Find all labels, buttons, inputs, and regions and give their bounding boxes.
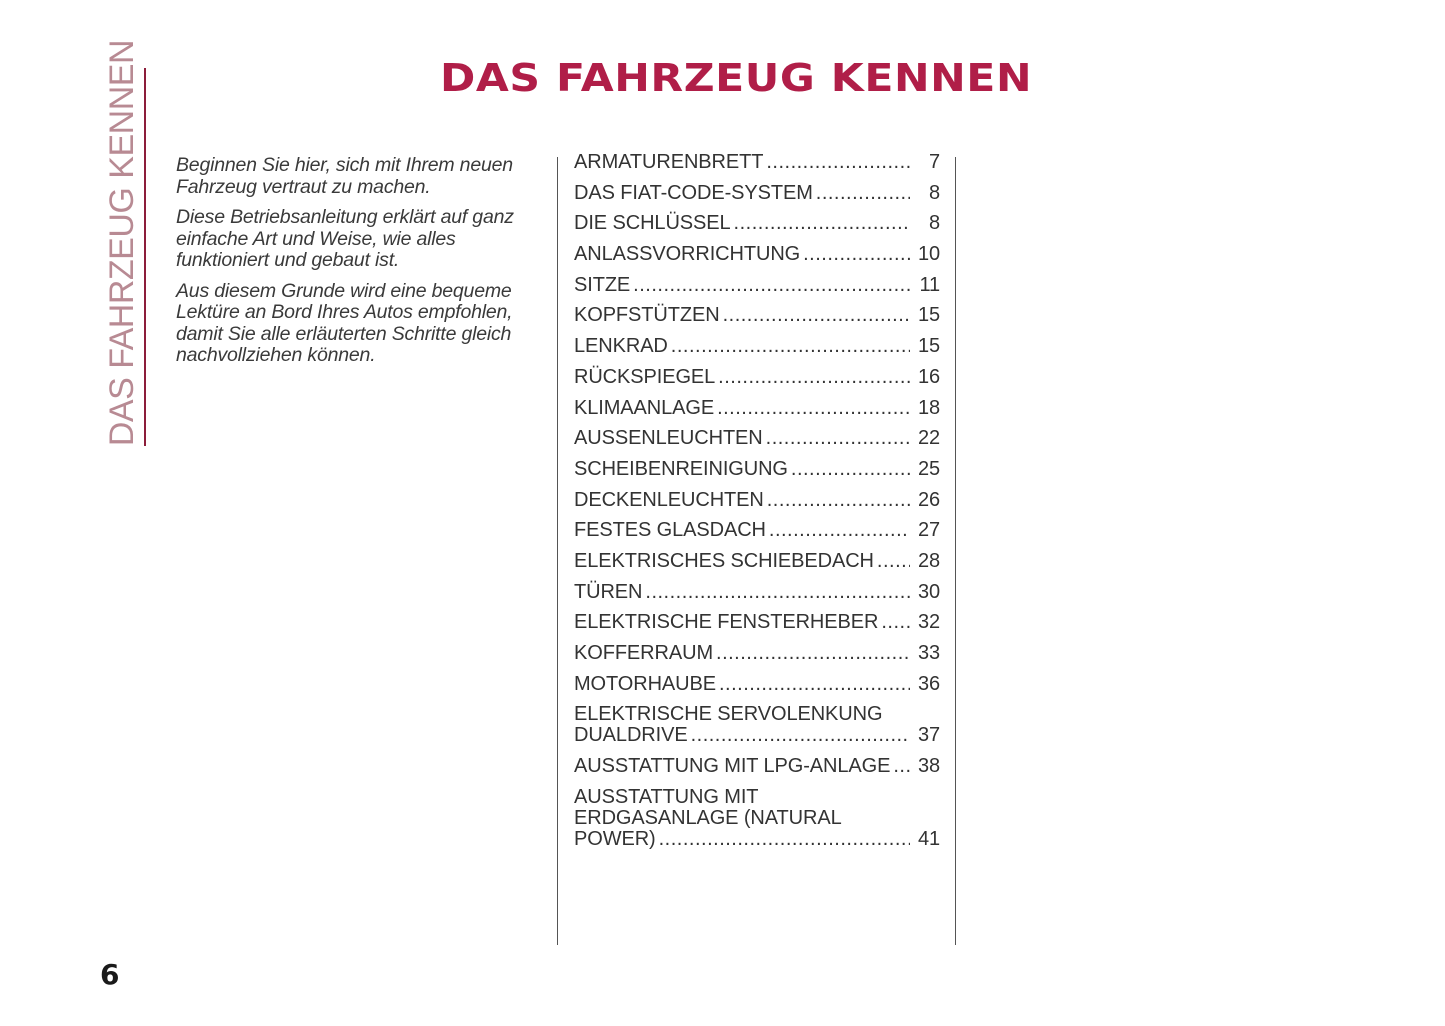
side-title-text: DAS FAHRZEUG KENNEN (103, 39, 141, 446)
side-rule (144, 68, 146, 446)
toc-leader-dots (769, 520, 910, 541)
intro-paragraph: Beginnen Sie hier, sich mit Ihrem neuen Fahrzeug vertraut zu machen. (176, 154, 513, 198)
toc-entry[interactable] (574, 305, 940, 326)
toc-leader-dots (734, 213, 910, 234)
toc-leader-dots (893, 756, 910, 777)
toc-entry[interactable] (574, 704, 940, 746)
toc-leader-dots (691, 725, 910, 746)
toc-page-number: 28 (917, 549, 940, 572)
toc-leader-dots (877, 551, 910, 572)
toc-entry-title-line: ERDGASANLAGE (NATURAL (574, 806, 842, 829)
toc-entry[interactable] (574, 367, 940, 388)
toc-leader-dots (645, 582, 910, 603)
toc-leader-dots (717, 398, 910, 419)
toc-entry[interactable] (574, 582, 940, 603)
toc-entry[interactable] (574, 643, 940, 664)
page-number: 6 (100, 958, 120, 991)
toc-entry-title: ARMATURENBRETT (574, 151, 764, 173)
toc-entry-title: POWER) (574, 827, 656, 850)
column-divider-left (557, 157, 558, 945)
toc-page-number: 7 (928, 151, 940, 173)
toc-leader-dots (803, 244, 910, 265)
toc-page-number: 38 (917, 755, 940, 778)
toc-page-number: 41 (917, 827, 940, 850)
toc-page-number: 26 (917, 488, 940, 511)
intro-paragraph: Aus diesem Grunde wird eine bequeme Lektüre an Bord Ihres Autos empfohlen, damit Sie alle erläuterten Schritte gleich nachvollziehen können. (176, 279, 513, 366)
toc-entry-title: DIE SCHLÜSSEL (574, 212, 731, 235)
toc-entry[interactable] (574, 612, 940, 633)
toc-entry-title: SCHEIBENREINIGUNG (574, 457, 788, 480)
toc-entry-title: DAS FIAT-CODE-SYSTEM (574, 181, 813, 204)
toc-entry[interactable] (574, 152, 940, 173)
toc-page-number: 22 (917, 427, 940, 450)
toc-leader-dots (766, 152, 910, 173)
toc-entry-title: LENKRAD (574, 335, 668, 358)
toc-page-number: 30 (917, 580, 940, 603)
toc-page-number: 18 (917, 396, 940, 419)
toc-leader-dots (767, 490, 910, 511)
toc-page-number: 33 (917, 642, 940, 664)
toc-entry-title: ANLASSVORRICHTUNG (574, 243, 801, 266)
column-divider-right (955, 157, 956, 945)
toc-entry-title: SITZE (574, 273, 631, 296)
toc-entry[interactable] (574, 428, 940, 449)
toc-entry-title: ELEKTRISCHES SCHIEBEDACH (574, 549, 874, 572)
toc-page-number: 16 (917, 365, 940, 388)
toc-leader-dots (716, 643, 910, 664)
toc-entry-title: FESTES GLASDACH (574, 519, 766, 542)
toc-page-number: 10 (917, 243, 940, 266)
toc-entry[interactable] (574, 787, 940, 850)
toc-entry-title: ELEKTRISCHE FENSTERHEBER (574, 611, 879, 634)
toc-leader-dots (633, 275, 910, 296)
toc-entry[interactable] (574, 551, 940, 572)
toc-page-number: 8 (928, 212, 940, 235)
toc-entry-title: RÜCKSPIEGEL (574, 365, 716, 388)
toc-leader-dots (671, 336, 910, 357)
toc-page-number: 15 (917, 304, 940, 327)
toc-leader-dots (766, 428, 910, 449)
toc-page-number: 15 (917, 335, 940, 358)
toc-entry-title: AUSSTATTUNG MIT LPG-ANLAGE (574, 755, 891, 778)
toc-entry[interactable] (574, 756, 940, 777)
toc-leader-dots (659, 829, 910, 850)
toc-entry[interactable] (574, 490, 940, 511)
toc-entry[interactable] (574, 459, 940, 480)
toc-entry-title: KOFFERRAUM (574, 642, 714, 664)
toc-leader-dots (816, 183, 910, 204)
toc-entry[interactable] (574, 674, 940, 695)
toc-page-number: 8 (928, 181, 940, 204)
page-title: DAS FAHRZEUG KENNEN (440, 56, 1033, 100)
intro-text (176, 155, 551, 376)
toc-entry[interactable] (574, 520, 940, 541)
toc-page-number: 32 (917, 611, 940, 634)
toc-entry[interactable] (574, 183, 940, 204)
toc-entry[interactable] (574, 244, 940, 265)
toc-entry-title-line: ELEKTRISCHE SERVOLENKUNG (574, 703, 883, 726)
intro-paragraph: Diese Betriebsanleitung erklärt auf ganz einfache Art und Weise, wie alles funktioniert und gebaut ist. (176, 206, 514, 271)
toc-entry-title: AUSSENLEUCHTEN (574, 427, 763, 450)
toc-page-number: 36 (917, 672, 940, 695)
toc-page-number: 37 (917, 724, 940, 747)
toc-entry[interactable] (574, 336, 940, 357)
toc-page-number: 11 (919, 273, 940, 296)
toc-leader-dots (723, 305, 910, 326)
toc-entry[interactable] (574, 398, 940, 419)
toc-entry-title: DUALDRIVE (574, 724, 688, 747)
side-title (102, 39, 142, 446)
toc-page-number: 27 (917, 519, 940, 542)
toc-entry-title: KLIMAANLAGE (574, 396, 715, 419)
toc-entry-title: TÜREN (574, 580, 643, 603)
table-of-contents (574, 152, 940, 859)
toc-entry-title-line: AUSSTATTUNG MIT (574, 785, 759, 808)
toc-entry[interactable] (574, 275, 940, 296)
toc-leader-dots (718, 367, 910, 388)
toc-leader-dots (791, 459, 910, 480)
toc-page-number: 25 (917, 457, 940, 480)
toc-entry[interactable] (574, 213, 940, 234)
toc-leader-dots (719, 674, 910, 695)
toc-entry-title: MOTORHAUBE (574, 672, 716, 695)
toc-entry-title: KOPFSTÜTZEN (574, 304, 720, 327)
toc-leader-dots (881, 612, 910, 633)
toc-entry-title: DECKENLEUCHTEN (574, 488, 764, 511)
